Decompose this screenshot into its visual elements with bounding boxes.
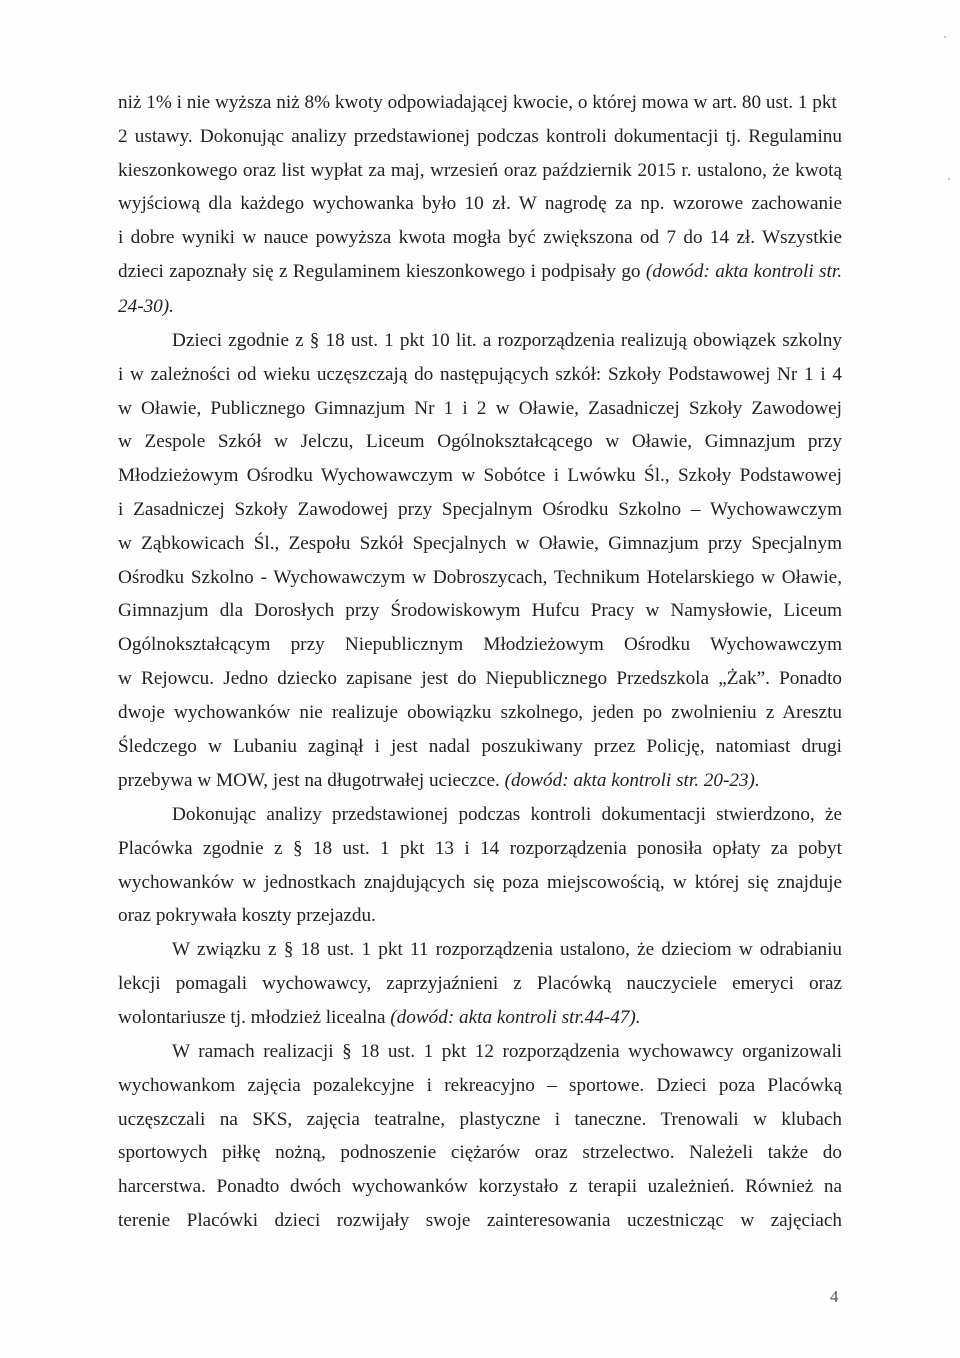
text-line: oraz pokrywała koszty przejazdu. <box>118 905 376 926</box>
text-line: uczęszczali na SKS, zajęcia teatralne, plastyczne i taneczne. Trenowali w klubach <box>118 1109 842 1130</box>
text-line: lekcji pomagali wychowawcy, zaprzyjaźnieni z Placówką nauczyciele emeryci oraz <box>118 973 842 994</box>
text-line: w Rejowcu. Jedno dziecko zapisane jest do Niepublicznego Przedszkola „Żak”. Ponadto <box>118 668 842 689</box>
text-line: i Zasadniczej Szkoły Zawodowej przy Specjalnym Ośrodku Szkolno – Wychowawczym <box>118 499 842 520</box>
text-line: Gimnazjum dla Dorosłych przy Środowiskowym Hufcu Pracy w Namysłowie, Liceum <box>118 600 842 621</box>
text-line: dzieci zapoznały się z Regulaminem kieszonkowego i podpisały go (dowód: akta kontroli str. <box>118 261 842 282</box>
text-line: wyjściową dla każdego wychowanka było 10 zł. W nagrodę za np. wzorowe zachowanie <box>118 193 842 214</box>
text-line: terenie Placówki dzieci rozwijały swoje zainteresowania uczestnicząc w zajęciach <box>118 1210 842 1231</box>
text-line: Placówka zgodnie z § 18 ust. 1 pkt 13 i 14 rozporządzenia ponosiła opłaty za pobyt <box>118 838 842 859</box>
text-line: sportowych piłkę nożną, podnoszenie ciężarów oraz strzelectwo. Należeli także do <box>118 1142 842 1163</box>
citation-reference: (dowód: akta kontroli str. <box>645 261 842 282</box>
text-line: w Zespole Szkół w Jelczu, Liceum Ogólnokształcącego w Oławie, Gimnazjum przy <box>118 431 842 452</box>
text-line: w Ząbkowicach Śl., Zespołu Szkół Specjalnych w Oławie, Gimnazjum przy Specjalnym <box>118 533 842 554</box>
text-line: niż 1% i nie wyższa niż 8% kwoty odpowiadającej kwocie, o której mowa w art. 80 ust. 1 pkt <box>118 92 837 113</box>
text-line: Śledczego w Lubaniu zaginął i jest nadal poszukiwany przez Policję, natomiast drugi <box>118 736 842 757</box>
text-line: 2 ustawy. Dokonując analizy przedstawionej podczas kontroli dokumentacji tj. Regulaminu <box>118 126 842 147</box>
text-line: Ogólnokształcącym przy Niepublicznym Młodzieżowym Ośrodku Wychowawczym <box>118 634 842 655</box>
text-line: W ramach realizacji § 18 ust. 1 pkt 12 rozporządzenia wychowawcy organizowali <box>172 1041 842 1062</box>
text-line: wolontariusze tj. młodzież licealna (dowód: akta kontroli str.44-47). <box>118 1007 641 1028</box>
scan-speck <box>944 36 946 38</box>
text-line: Ośrodku Szkolno - Wychowawczym w Dobroszycach, Technikum Hotelarskiego w Oławie, <box>118 567 842 588</box>
page-number: 4 <box>830 1287 839 1306</box>
text-line: Młodzieżowym Ośrodku Wychowawczym w Sobótce i Lwówku Śl., Szkoły Podstawowej <box>118 465 842 486</box>
text-line: dwoje wychowanków nie realizuje obowiązku szkolnego, jeden po zwolnieniu z Aresztu <box>118 702 842 723</box>
text-line: i w zależności od wieku uczęszczają do następujących szkół: Szkoły Podstawowej Nr 1 i 4 <box>118 364 842 385</box>
text-line <box>118 296 842 318</box>
text-line: w Oławie, Publicznego Gimnazjum Nr 1 i 2 w Oławie, Zasadniczej Szkoły Zawodowej <box>118 398 842 419</box>
citation-reference: 24-30). <box>118 296 174 317</box>
scan-speck <box>948 178 950 180</box>
text-line: kieszonkowego oraz list wypłat za maj, wrzesień oraz październik 2015 r. ustalono, że kwotą <box>118 160 842 181</box>
citation-reference: (dowód: akta kontroli str. 20-23). <box>504 770 760 791</box>
text-line: Dzieci zgodnie z § 18 ust. 1 pkt 10 lit. a rozporządzenia realizują obowiązek szkolny <box>172 330 842 351</box>
text-line: i dobre wyniki w nauce powyższa kwota mogła być zwiększona od 7 do 14 zł. Wszystkie <box>118 227 842 248</box>
text-line: przebywa w MOW, jest na długotrwałej ucieczce. (dowód: akta kontroli str. 20-23). <box>118 770 760 791</box>
citation-reference: (dowód: akta kontroli str.44-47). <box>390 1007 641 1028</box>
text-line: W związku z § 18 ust. 1 pkt 11 rozporządzenia ustalono, że dzieciom w odrabianiu <box>172 939 842 960</box>
text-line: wychowankom zajęcia pozalekcyjne i rekreacyjno – sportowe. Dzieci poza Placówką <box>118 1075 842 1096</box>
text-line: harcerstwa. Ponadto dwóch wychowanków korzystało z terapii uzależnień. Również na <box>118 1176 842 1197</box>
text-line: Dokonując analizy przedstawionej podczas kontroli dokumentacji stwierdzono, że <box>172 804 842 825</box>
text-line: wychowanków w jednostkach znajdujących się poza miejscowością, w której się znajduje <box>118 872 842 893</box>
